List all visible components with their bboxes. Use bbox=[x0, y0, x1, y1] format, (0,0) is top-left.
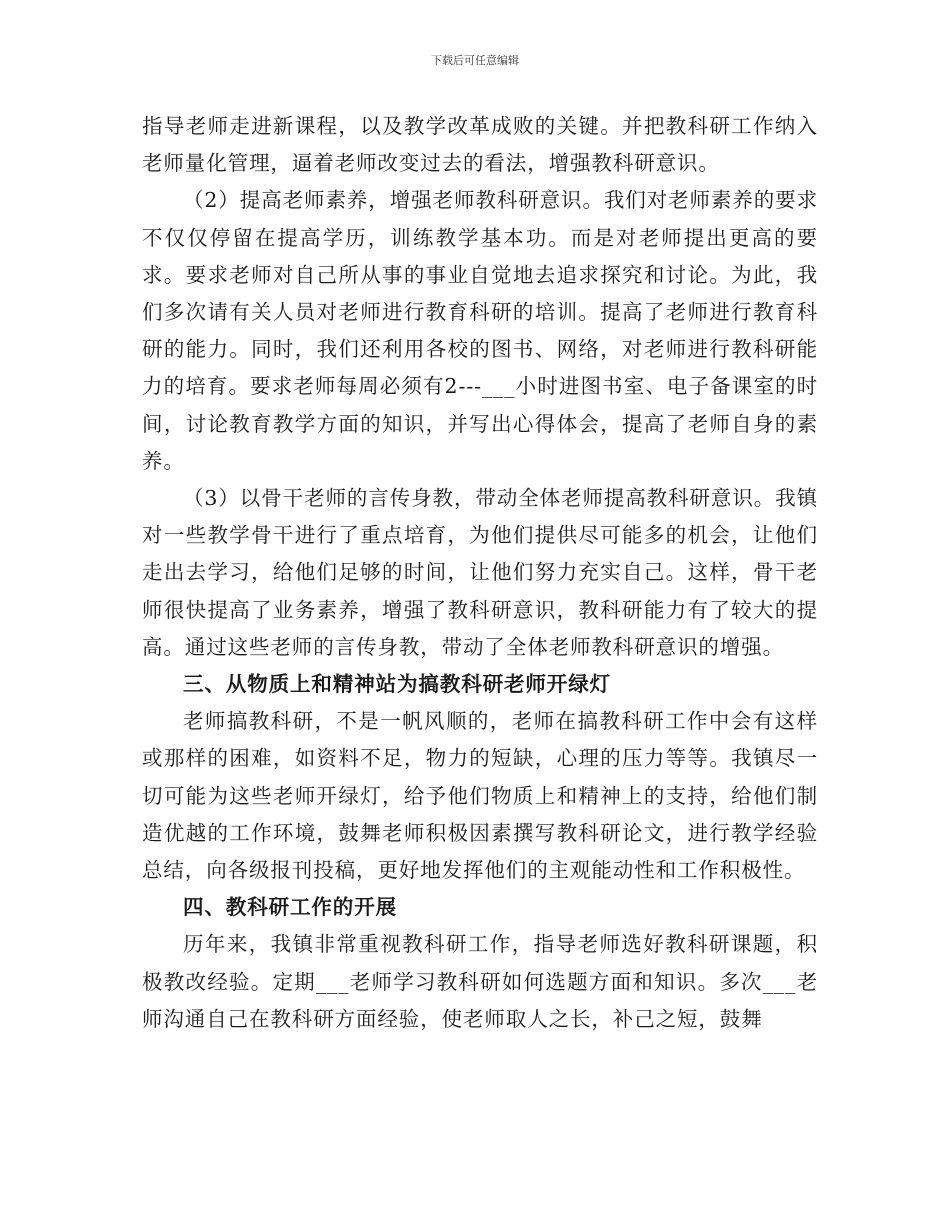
section-heading-4: 四、教科研工作的开展 bbox=[183, 895, 397, 920]
paragraph-section-4: 历年来，我镇非常重视教科研工作，指导老师选好教科研课题，积极教改经验。定期___老师学习教科研如何选题方面和知识。多次___老师沟通自己在教科研方面经验，使老师取人之长，补己之短，鼓舞 bbox=[142, 932, 818, 1031]
paragraph-item-3: （3）以骨干老师的言传身教，带动全体老师提高教科研意识。我镇对一些教学骨干进行了重点培育，为他们提供尽可能多的机会，让他们走出去学习，给他们足够的时间，让他们努力充实自己。这样，骨干老师很快提高了业务素养，增强了教科研意识，教科研能力有了较大的提高。通过这些老师的言传身教，带动了全体老师教科研意识的增强。 bbox=[142, 486, 818, 659]
paragraph-intro: 指导老师走进新课程，以及教学改革成败的关键。并把教科研工作纳入老师量化管理，逼着老师改变过去的看法，增强教科研意识。 bbox=[142, 114, 818, 176]
paragraph-item-2: （2）提高老师素养，增强老师教科研意识。我们对老师素养的要求不仅仅停留在提高学历，训练教学基本功。而是对老师提出更高的要求。要求老师对自己所从事的事业自觉地去追求探究和讨论。为此，我们多次请有关人员对老师进行教育科研的培训。提高了老师进行教育科研的能力。同时，我们还利用各校的图书、网络，对老师进行教科研能力的培育。要求老师每周必须有2---___小时进图书室、电子备课室的时间，讨论教育教学方面的知识，并写出心得体会，提高了老师自身的素养。 bbox=[142, 188, 818, 473]
section-heading-3: 三、从物质上和精神站为搞教科研老师开绿灯 bbox=[183, 672, 611, 697]
paragraph-section-3: 老师搞教科研，不是一帆风顺的，老师在搞教科研工作中会有这样或那样的困难，如资料不足，物力的短缺，心理的压力等等。我镇尽一切可能为这些老师开绿灯，给予他们物质上和精神上的支持，给他们制造优越的工作环境，鼓舞老师积极因素撰写教科研论文，进行教学经验总结，向各级报刊投稿，更好地发挥他们的主观能动性和工作积极性。 bbox=[142, 709, 818, 883]
document-body bbox=[142, 108, 818, 1038]
header-note: 下载后可任意编辑 bbox=[431, 54, 519, 67]
